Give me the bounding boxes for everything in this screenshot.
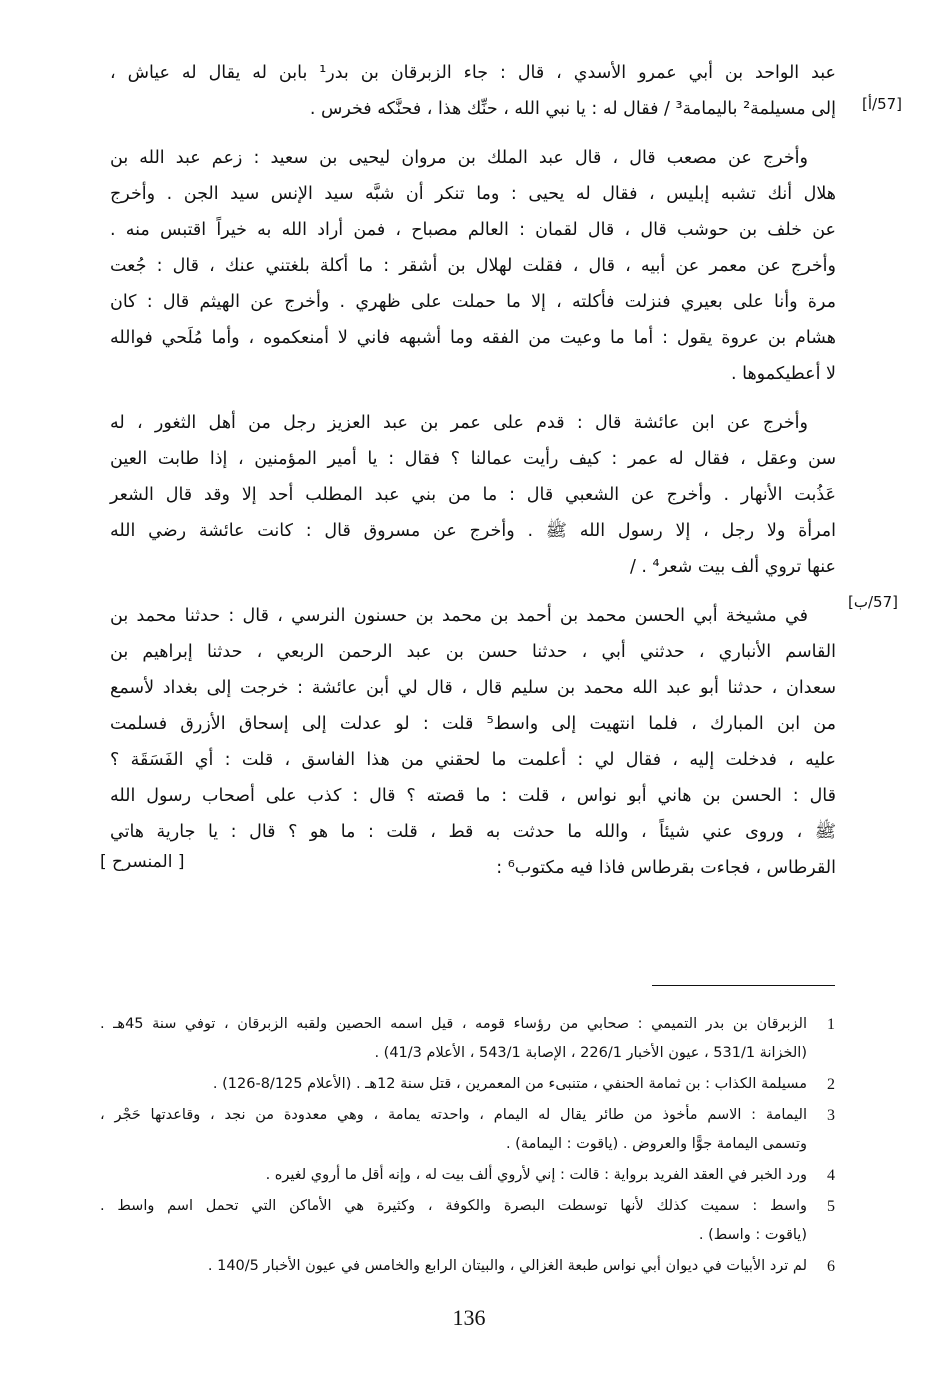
footnote-number: 3 bbox=[827, 1107, 835, 1124]
text-line: قال : الحسن بن هاني أبو نواس ، قلت : ما قصته ؟ قال : كذب على أصحاب رسول الله bbox=[110, 786, 836, 806]
footnote bbox=[100, 1161, 835, 1190]
footnote bbox=[100, 1252, 835, 1281]
footnote-line: واسط : سميت كذلك لأنها توسطت البصرة والكوفة ، وكثيرة هي الأماكن التي تحمل اسم واسط . bbox=[100, 1198, 807, 1214]
text-line: هشام بن عروة يقول : أما ما وعيت من الفقه وما أشبهه فاني لا أمنعكموه ، وأما مُلَحي فوالله bbox=[110, 328, 836, 348]
text-line: القاسم الأنباري ، حدثني أبي ، حدثنا حسن بن عبد الرحمن الربعي ، حدثنا إبراهيم بن bbox=[110, 642, 836, 662]
text-line: في مشيخة أبي الحسن محمد بن أحمد بن محمد بن حسنون النرسي ، قال : حدثنا محمد بن bbox=[110, 606, 808, 626]
text-line: هلال أنك تشبه إبليس ، فقال له يحيى : وما تنكر أن شبَّه سيد الإنس سيد الجن . وأخرج bbox=[110, 184, 836, 204]
page-number: 136 bbox=[452, 1305, 486, 1330]
footnotes bbox=[100, 1010, 835, 1281]
footnote-divider bbox=[652, 985, 835, 986]
main-text bbox=[110, 55, 836, 886]
text-line: عليه ، فدخلت إليه ، فقال لي : أعلمت ما لحقني من هذا الفاسق ، قلت : أي الفَسَقَة ؟ bbox=[110, 750, 836, 770]
footnote-line: الزبرقان بن بدر التميمي : صحابي من رؤساء قومه ، قيل اسمه الحصين ولقبه الزبرقان ، توفي سنة 45هـ . bbox=[100, 1016, 807, 1032]
text-line: وأخرج عن مصعب قال ، قال عبد الملك بن مروان ليحيى بن سعيد : زعم عبد الله بن bbox=[110, 148, 808, 168]
footnote bbox=[100, 1070, 835, 1099]
poetic-meter-label: [ المنسرح ] bbox=[100, 852, 185, 872]
footnote-line: (ياقوت : واسط) . bbox=[698, 1227, 807, 1243]
text-line: عبد الواحد بن أبي عمرو الأسدي ، قال : جاء الزبرقان بن بدر¹ بابن له يقال له عياش ، bbox=[110, 63, 836, 83]
footnote-number: 2 bbox=[827, 1076, 835, 1093]
paragraph-4 bbox=[110, 598, 836, 886]
paragraph-3 bbox=[110, 405, 836, 585]
text-line: إلى مسيلمة² باليمامة³ / فقال له : يا نبي الله ، حنِّك هذا ، فحنَّكه فخرس . bbox=[309, 99, 836, 119]
footnote-line: اليمامة : الاسم مأخوذ من طائر يقال له اليمام ، واحدته يمامة ، وهي معدودة من نجد ، وقاعدتها حَجْر ، bbox=[100, 1107, 807, 1123]
text-line: القرطاس ، فجاءت بقرطاس فاذا فيه مكتوب⁶ : bbox=[496, 858, 836, 878]
footnote-number: 1 bbox=[827, 1016, 835, 1033]
text-line: مرة وأنا على بعيري فنزلت فأكلته ، إلا ما حملت على ظهري . وأخرج عن الهيثم قال : كان bbox=[110, 292, 836, 312]
text-line: عَذُبت الأنهار . وأخرج عن الشعبي قال : ما من بني عبد المطلب أحد إلا وقد قال الشعر bbox=[110, 485, 836, 505]
footnote-line: مسيلمة الكذاب : بن ثمامة الحنفي ، متنبىء من المعمرين ، قتل سنة 12هـ . (الأعلام 8/125-126) . bbox=[212, 1076, 807, 1092]
text-line: وأخرج عن معمر عن أبيه ، قال ، فقلت لهلال بن أشقر : ما أكلة بلغتني عنك ، قال : جُعت bbox=[110, 256, 836, 276]
text-line: سن وعقل ، فقال له عمر : كيف رأيت عمالنا ؟ فقال : يا أمير المؤمنين ، إذا طابت العين bbox=[110, 449, 836, 469]
footnote-line: لم ترد الأبيات في ديوان أبي نواس طبعة الغزالي ، والبيتان الرابع والخامس في عيون الأخبار 140/5 . bbox=[207, 1258, 807, 1274]
folio-marker-a: [57/أ] bbox=[862, 95, 903, 113]
text-line: امرأة ولا رجل ، إلا رسول الله ﷺ . وأخرج عن مسروق قال : كانت عائشة رضي الله bbox=[110, 521, 836, 541]
footnote bbox=[100, 1192, 835, 1250]
footnote bbox=[100, 1101, 835, 1159]
text-line: من ابن المبارك ، فلما انتهيت إلى واسط⁵ قلت : لو عدلت إلى إسحاق الأزرق فسلمت bbox=[110, 714, 837, 734]
footnote-line: وتسمى اليمامة جوًّا والعروض . (ياقوت : اليمامة) . bbox=[505, 1136, 807, 1152]
footnote bbox=[100, 1010, 835, 1068]
folio-marker-b: [57/ب] bbox=[848, 593, 898, 611]
footnote-number: 5 bbox=[827, 1198, 835, 1215]
text-line: وأخرج عن ابن عائشة قال : قدم على عمر بن عبد العزيز رجل من أهل الثغور ، له bbox=[110, 413, 808, 433]
footnote-number: 6 bbox=[827, 1258, 835, 1275]
text-line: ﷺ ، وروى عني شيئاً ، والله ما حدثت به قط ، قلت : ما هو ؟ قال : يا جارية هاتي bbox=[110, 822, 836, 842]
text-line: عن خلف بن حوشب قال ، قال لقمان : العالم مصباح ، فمن أراد الله به خيراً اقتبس منه . bbox=[110, 220, 836, 240]
paragraph-2 bbox=[110, 140, 836, 392]
text-line: لا أعطيكموها . bbox=[731, 364, 836, 384]
footnote-line: (الخزانة 531/1 ، عيون الأخبار 226/1 ، الإصابة 543/1 ، الأعلام 41/3) . bbox=[374, 1045, 807, 1061]
paragraph-1 bbox=[110, 55, 836, 127]
text-line: عنها تروي ألف بيت شعر⁴ . / bbox=[629, 557, 836, 577]
footnote-line: ورد الخبر في العقد الفريد برواية : قالت : إني لأروي ألف بيت له ، وإنه أقل ما أروي لغيره . bbox=[265, 1167, 807, 1183]
text-line: سعدان ، حدثنا أبو عبد الله محمد بن سليم قال ، قال لي أبن عائشة : خرجت إلى بغداد لأسمع bbox=[110, 678, 836, 698]
footnote-number: 4 bbox=[827, 1167, 835, 1184]
